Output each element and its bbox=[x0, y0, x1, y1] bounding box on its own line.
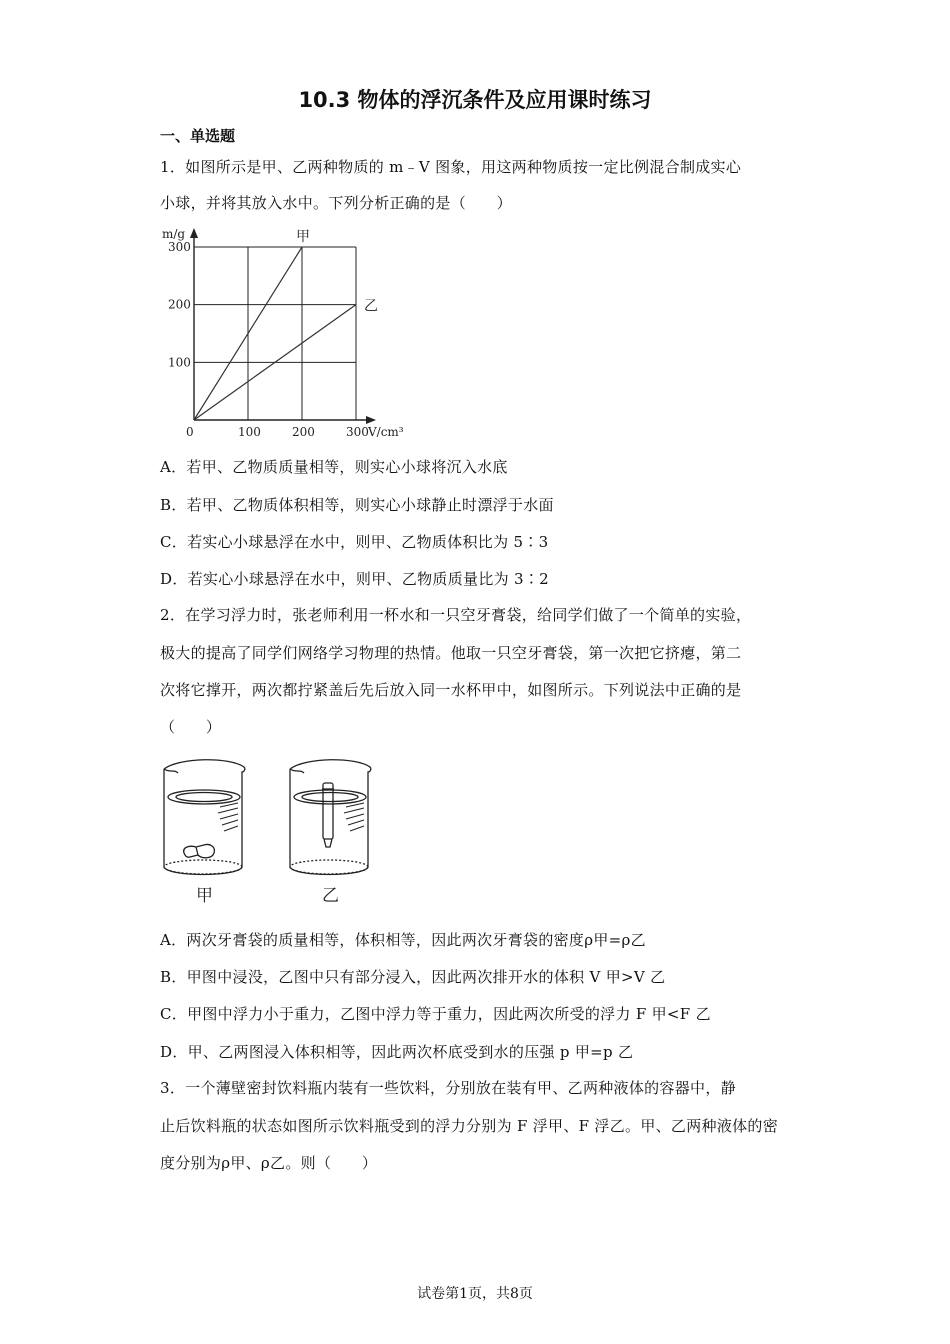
y-axis-arrow bbox=[190, 228, 198, 238]
beakers-figure bbox=[160, 755, 380, 910]
chart-grid bbox=[194, 247, 356, 420]
q1-stem-line2: 小球，并将其放入水中。下列分析正确的是（ ） bbox=[160, 194, 512, 212]
x-tick-label: 100 bbox=[238, 425, 261, 439]
y-tick-label: 200 bbox=[168, 297, 191, 312]
chart-axes bbox=[190, 228, 376, 424]
q3-stem-line1: 3．一个薄壁密封饮料瓶内装有一些饮料，分别放在装有甲、乙两种液体的容器中，静 bbox=[160, 1079, 736, 1097]
q1-stem-line1: 1．如图所示是甲、乙两种物质的 m﹣V 图象，用这两种物质按一定比例混合制成实心 bbox=[160, 158, 742, 176]
q3-stem-line2: 止后饮料瓶的状态如图所示饮料瓶受到的浮力分别为 F 浮甲、F 浮乙。甲、乙两种液体的密 bbox=[160, 1117, 779, 1135]
q2-stem-line2: 极大的提高了同学们网络学习物理的热情。他取一只空牙膏袋，第一次把它挤瘪，第二 bbox=[160, 644, 742, 662]
q2-option-c: C．甲图中浮力小于重力，乙图中浮力等于重力，因此两次所受的浮力 F 甲<F 乙 bbox=[160, 1005, 711, 1023]
beaker-label-yi: 乙 bbox=[322, 886, 339, 906]
y-tick-label: 100 bbox=[168, 355, 191, 370]
q1-option-a: A．若甲、乙物质质量相等，则实心小球将沉入水底 bbox=[160, 458, 508, 476]
x-tick-label: 300 bbox=[346, 425, 369, 439]
series-label-yi: 乙 bbox=[364, 298, 378, 315]
x-tick-label: 200 bbox=[292, 425, 315, 439]
page-footer: 试卷第1页，共8页 bbox=[417, 1286, 533, 1302]
chart-labels bbox=[162, 227, 404, 439]
x-tick-label: 0 bbox=[186, 425, 194, 439]
series-label-jia: 甲 bbox=[296, 229, 310, 245]
q2-option-b: B．甲图中浸没，乙图中只有部分浸入，因此两次排开水的体积 V 甲>V 乙 bbox=[160, 968, 666, 986]
q2-option-d: D．甲、乙两图浸入体积相等，因此两次杯底受到水的压强 p 甲=p 乙 bbox=[160, 1043, 634, 1061]
section-heading: 一、单选题 bbox=[160, 127, 236, 145]
y-tick-label: 300 bbox=[168, 240, 191, 254]
mv-chart bbox=[160, 222, 404, 444]
q2-stem-line3: 次将它撑开，两次都拧紧盖后先后放入同一水杯甲中，如图所示。下列说法中正确的是 bbox=[160, 681, 742, 699]
chart-series bbox=[194, 247, 356, 420]
q2-stem-line1: 2．在学习浮力时，张老师利用一杯水和一只空牙膏袋，给同学们做了一个简单的实验， bbox=[160, 606, 752, 624]
q1-option-d: D．若实心小球悬浮在水中，则甲、乙物质质量比为 3∶2 bbox=[160, 570, 549, 588]
beaker-yi bbox=[290, 760, 371, 875]
x-axis-arrow bbox=[366, 416, 376, 424]
page-title: 10.3 物体的浮沉条件及应用课时练习 bbox=[298, 88, 652, 112]
q1-option-b: B．若甲、乙物质体积相等，则实心小球静止时漂浮于水面 bbox=[160, 496, 554, 514]
q1-option-c: C．若实心小球悬浮在水中，则甲、乙物质体积比为 5∶3 bbox=[160, 533, 549, 551]
q2-stem-line4: （ ） bbox=[160, 718, 222, 736]
beaker-label-jia: 甲 bbox=[196, 886, 213, 906]
q3-stem-line3: 度分别为ρ甲、ρ乙。则（ ） bbox=[160, 1154, 378, 1172]
x-axis-label: V/cm³ bbox=[368, 425, 404, 439]
y-axis-label: m/g bbox=[162, 227, 186, 241]
q2-option-a: A．两次牙膏袋的质量相等，体积相等，因此两次牙膏袋的密度ρ甲=ρ乙 bbox=[160, 931, 646, 949]
beaker-jia bbox=[164, 760, 245, 875]
